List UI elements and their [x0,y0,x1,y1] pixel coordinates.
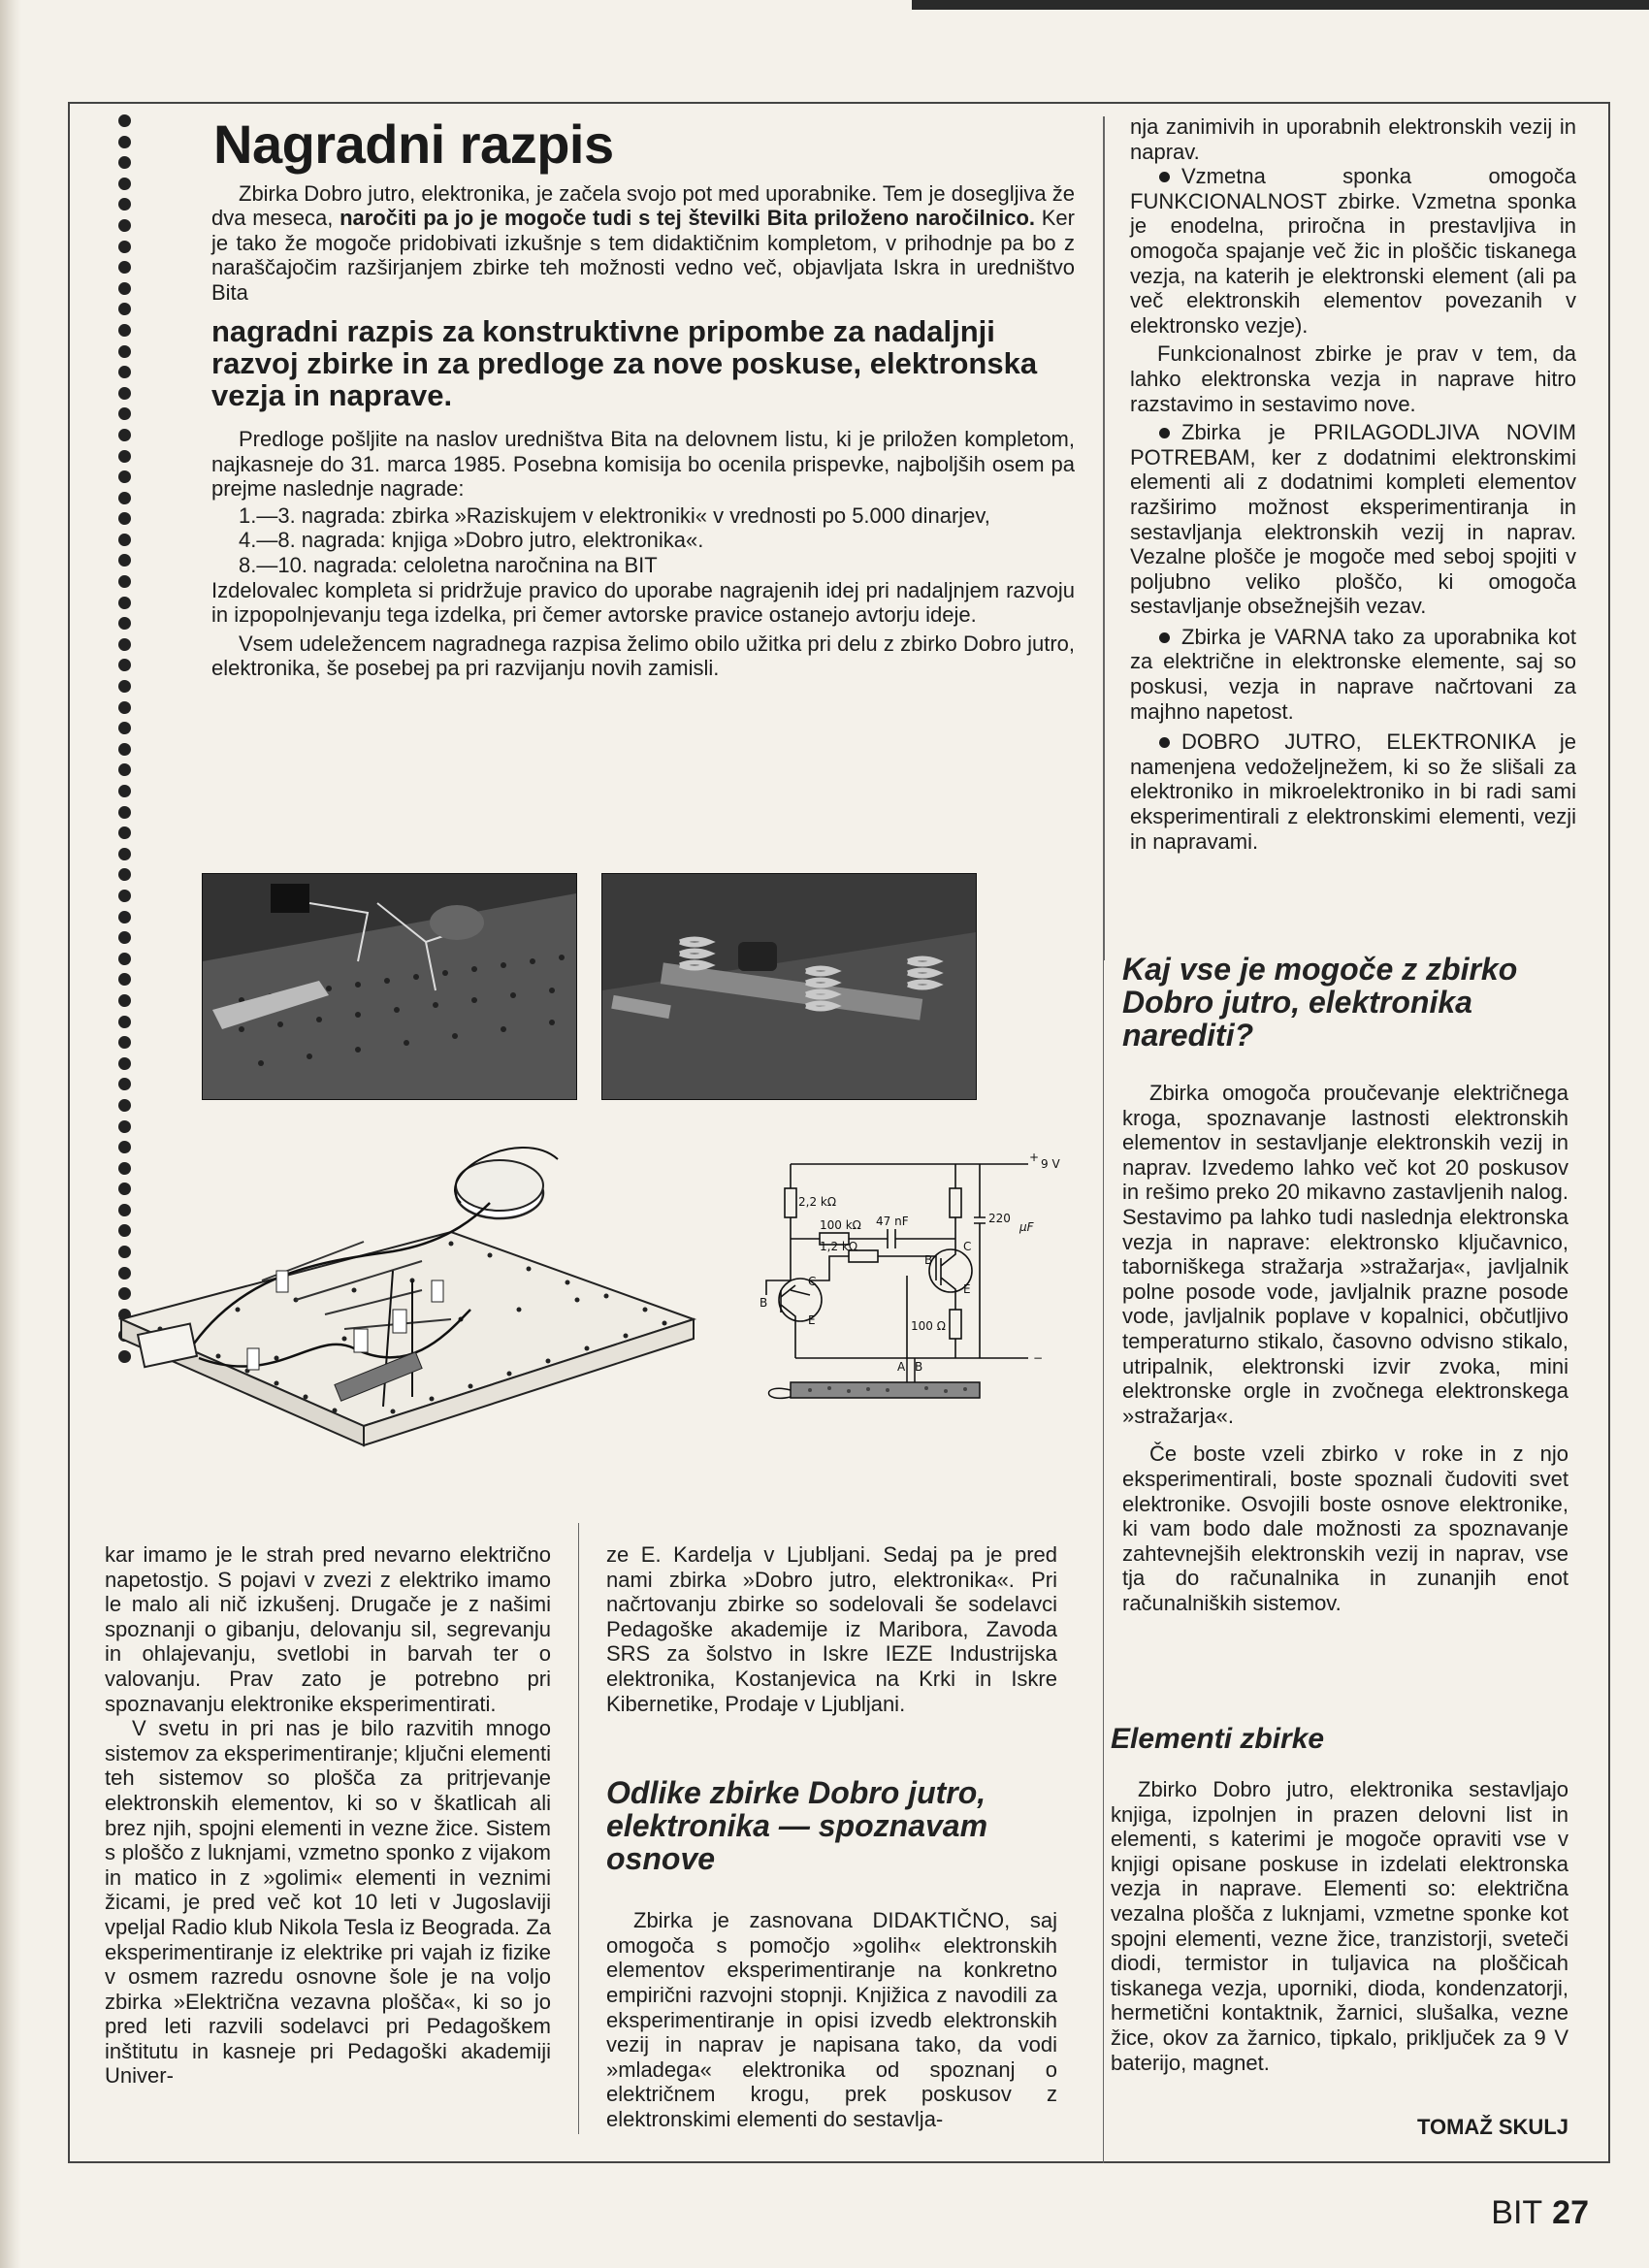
bullet-spring-clip: Vzmetna sponka omogoča FUNKCIONALNOST zbirke. Vzmetna sponka je enodelna, priročna in prestavljiva in omogoča spajanje več žic in ploščic tiskanega vezja, na katerih je elektronski element (ali pa več elektronskih elementov povezanih v elektronsko vezje). [1130,164,1576,338]
bullet-icon [1159,172,1170,182]
bullet-adaptable: Zbirka je PRILAGODLJIVA NOVIM POTREBAM, ker z dodatnimi elektronskimi elementi ali z dodatnimi kompleti elementov razširimo možnost eksperimentiranja in sestavljanja elektronskih vezij in naprav. Vezalne plošče je mogoče med seboj spojiti v poljubno veliko ploščo, ki omogoča sestavljanje obsežnejših vezav. [1130,420,1576,619]
intro-bold: naročiti pa jo je mogoče tudi s tej številki Bita priloženo naročilnico. [340,206,1036,231]
bottom-left-paragraph-2: V svetu in pri nas je bilo razvitih mnogo sistemov za eksperimentiranje; ključni elementi teh sistemov so plošča za pritrjevanje elektronskih elementov, ki so v škatlicah ali brez njih, spojni elementi in vezne žice. Sistem s ploščo z luknjami, vzmetno sponko z vijakom in matico in z »golimi« elementi in veznimi žicami, je pred več kot 10 leti v Jugoslaviji vpeljal Radio klub Nikola Tesla iz Beograda. Za eksperimentiranje iz elektrike pri vajah iz fizike v osmem razredu osnovne šole je na voljo zbirka »Električna vezavna plošča«, ki so jo pred leti razvili sodelavci pri Pedagoškem inštitutu in kasneje pri Pedagoški akademiji Univer- [105,1716,551,2089]
c2-label: 220 [988,1212,1011,1225]
bullet-safe: Zbirka je VARNA tako za uporabnika kot za električne in elektronske elemente, saj so poskusi, vezja in naprave načrtovani za majhno napetost. [1130,624,1576,724]
point-a-label: A [897,1360,906,1374]
top-edge-bar [912,0,1649,10]
functionality-paragraph: Funkcionalnost zbirke je prav v tem, da lahko elektronska vezja in naprave hitro razstavimo in sestavimo nove. [1130,341,1576,416]
t1-emitter-label: E [808,1313,816,1327]
wish-paragraph: Vsem udeležencem nagradnega razpisa želimo obilo užitka pri delu z zbirko Dobro jutro, elektronika, še posebej pa pri razvijanju novih zamisli. [211,631,1075,681]
breadboard-illustration [102,1135,703,1504]
author-signature: TOMAŽ SKULJ [1416,2115,1568,2139]
section-heading-elements: Elementi zbirke [1111,1723,1325,1755]
r1-label: 2,2 kΩ [798,1195,837,1209]
contest-body [211,427,1075,681]
magazine-name: BIT [1491,2194,1543,2231]
prize-1: 1.—3. nagrada: zbirka »Raziskujem v elektroniki« v vrednosti po 5.000 dinarjev, [239,502,990,528]
elements-paragraph: Zbirko Dobro jutro, elektronika sestavljajo knjiga, izpolnjen in prazen delovni list in elementi, s katerimi je mogoče opraviti vse v knjigi opisane poskuse in izdelati elektronska vezja in naprave. Elementi so: električna vezalna plošča z luknjami, vzmetne sponke kot spojni elementi, vezne žice, tranzistorji, sveteči diodi, termistor in tuljavica na ploščicah tiskanega vezja, uporniki, dioda, kondenzatorji, hermetični kontaktnik, žarnici, slušalka, vezne žice, okov za žarnico, tipkalo, priključek za 9 V baterijo, magnet. [1111,1777,1568,2075]
right-column-bottom [1111,1723,1568,2075]
r4-label: 100 Ω [911,1319,946,1333]
point-b-label: B [915,1360,923,1374]
page-folio [1491,2194,1589,2232]
section-heading-features: Odlike zbirke Dobro jutro, elektronika — spoznavam osnove [606,1775,988,1877]
c2-unit-label: µF [1019,1220,1034,1234]
continued-text: nja zanimivih in uporabnih elektronskih vezij in naprav. [1130,114,1576,164]
article-title: Nagradni razpis [213,113,614,175]
page-number: 27 [1552,2194,1589,2231]
bottom-mid-paragraph-2: Zbirka je zasnovana DIDAKTIČNO, saj omogoča s pomočjo »golih« elektronskih elementov eksperimentiranje na konkretno empirični razvojni stopnji. Knjižica z navodili za eksperimentiranje in opisi izvedb elektronskih vezij in naprav je napisana tako, da vodi »mladega« elektronika od spoznanj o električnem krogu, prek poskusov z elektronskimi elementi do sestavlja- [606,1908,1057,2131]
page-fold-shadow [0,0,21,2268]
bullet-icon [1159,737,1170,748]
column-rule-bottom-left [578,1523,579,2134]
bullet-icon [1159,428,1170,438]
bottom-left-paragraph-1: kar imamo je le strah pred nevarno električno napetostjo. S pojavi v zvezi z elektriko imamo le malo ali nič izkušenj. Drugače je z našimi spoznanji o gibanju, delovanju sil, segrevanju in ohlajevanju, svetlobi in barvah ter o valovanju. Prav zato je potrebno pri spoznavanju elektronike eksperimentirati. [105,1542,551,1716]
c1-label: 47 nF [876,1215,909,1228]
r2-label: 100 kΩ [820,1218,861,1232]
intro-paragraph [211,181,1075,305]
send-instructions: Predloge pošljite na naslov uredništva Bita na delovnem listu, ki je priložen kompletom, najkasneje do 31. marca 1985. Posebna komisija bo ocenila prispevke, najboljših osem pa prejme naslednje nagrade: [211,427,1075,502]
t1-collector-label: C [808,1275,817,1288]
right-column-mid [1122,953,1568,1615]
bottom-left-column [105,1542,551,2089]
bullet-icon [1159,632,1170,643]
coil-photo [601,873,977,1100]
contest-lead: nagradni razpis za konstruktivne pripombe za nadaljnji razvoj zbirke in za predloge za nove poskuse, elektronska vezja in naprave. [211,314,1038,412]
t2-collector-label: C [963,1240,972,1253]
prize-3: 8.—10. nagrada: celoletna naročnina na BIT [239,552,658,577]
intro-text-1: Zbirka Dobro jutro, elektronika, je začela svojo pot med uporabnike. Tem je dosegljiva že dva meseca, [211,181,1075,231]
explore-paragraph: Če boste vzeli zbirko v roke in z njo eksperimentirali, boste spoznali čudoviti svet elektronike. Osvojili boste osnove elektronike, ki vam bodo dale možnosti za spoznavanje zahtevnejših elektronskih vezij in naprav, vse tja do računalnika in zunanjih enot računalniških sistemov. [1122,1442,1568,1615]
minus-sign: − [1033,1351,1044,1365]
bottom-mid-paragraph-1: ze E. Kardelja v Ljubljani. Sedaj pa je pred nami zbirka »Dobro jutro, elektronika«. Pri načrtovanju zbirke so sodelovali še sodelavci Pedagoške akademije iz Maribora, Zavoda SRS za šolstvo in Iskre IEZE Industrijska elektronika, Kostanjevica na Krki in Iskre Kibernetike, Prodaje v Ljubljani. [606,1542,1057,1716]
section-heading-what: Kaj vse je mogoče z zbirko Dobro jutro, elektronika narediti? [1122,952,1518,1053]
plus-sign: + [1029,1150,1040,1164]
t1-base-label: B [760,1296,768,1310]
what-paragraph: Zbirka omogoča proučevanje električnega kroga, spoznavanje lastnosti elektronskih elementov in sestavljanje elektronskih vezij in naprav. Izvedemo lahko več kot 20 poskusov in rešimo preko 20 mikavno zastavljenih nalog. Sestavimo pa lahko tudi naslednja elektronska vezja in naprave: elektronsko ključavnico, taborniškega stražarja »stražarja«, javljalnik polne posode vode, javljalnik prazne posode vode, javljalnik poplave v kopalnici, občutljivo temperaturno stikalo, časovno odvisno stikalo, utripalnik, elektronski izvir zvoka, mini elektronske orgle in zvočnega elektronskega »stražarja«. [1122,1081,1568,1428]
prize-2: 4.—8. nagrada: knjiga »Dobro jutro, elektronika«. [239,528,704,553]
r3-label: 1,2 kΩ [820,1240,858,1253]
t2-emitter-label: E [963,1282,971,1296]
intro-text-2: Ker je tako že mogoče pridobivati izkušnje s tem didaktičnim kompletom, v prihodnje pa bo z naraščajočim razširjanjem zbirke teh možnosti vedno več, objavljata Iskra in uredništvo Bita [211,206,1075,305]
supply-label: 9 V [1041,1157,1060,1171]
bullet-audience: DOBRO JUTRO, ELEKTRONIKA je namenjena vedoželjnežem, ki so že slišali za elektroniko in mikroelektroniko in bi radi sami eksperimentirali z elektronskimi elementi, vezji in napravami. [1130,729,1576,854]
rights-paragraph: Izdelovalec kompleta si pridržuje pravico do uporabe nagrajenih idej pri nadaljnjem razvoju in izpopolnjevanju tega izdelka, pri čemer avtorske pravice ostanejo avtorju ideje. [211,577,1075,628]
board-photo [202,873,577,1100]
right-column-top [1130,114,1576,854]
column-rule-top [1103,116,1105,960]
t2-base-label: B [924,1253,933,1267]
column-rule-right [1103,960,1104,2163]
bottom-middle-column [606,1542,1057,2132]
circuit-schematic [752,1150,1082,1441]
